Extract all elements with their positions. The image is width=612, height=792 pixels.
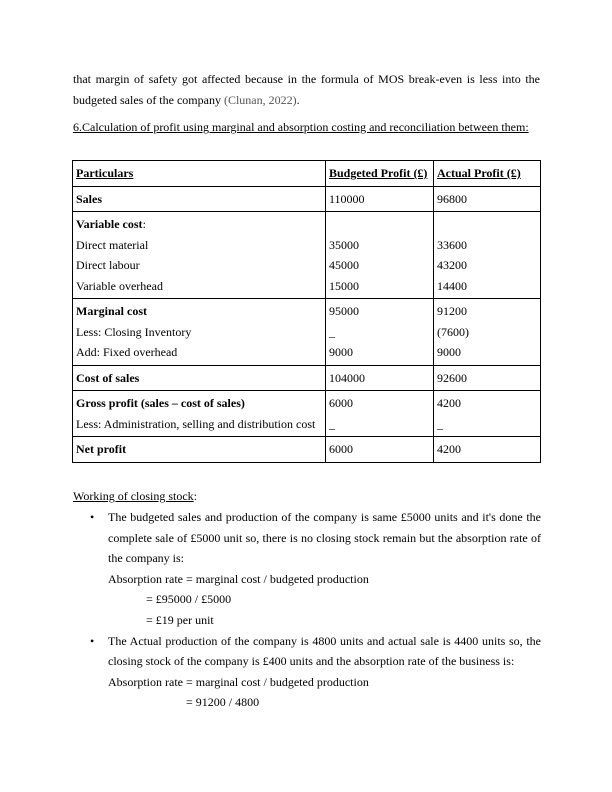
value: 45000 <box>329 258 359 272</box>
header-actual: Actual Profit (£) <box>434 161 541 187</box>
intro-line-1: that margin of safety got affected because in the formula of MOS break-even is less into the <box>73 72 540 86</box>
calculation: = 91200 / 4800 <box>186 695 260 710</box>
table-header-row <box>73 161 541 187</box>
calculation: = £19 per unit <box>146 612 214 627</box>
value: 33600 <box>437 237 467 252</box>
cell-budgeted: 6000 <box>326 437 434 463</box>
list-item <box>73 507 541 631</box>
cell-label: Sales <box>73 186 326 212</box>
value: 4200 <box>437 396 461 410</box>
section-heading: 6.Calculation of profit using marginal and absorption costing and reconciliation between them: <box>73 120 529 134</box>
value: 43200 <box>437 258 467 272</box>
header-budgeted: Budgeted Profit (£) <box>326 161 434 187</box>
calculation: = £95000 / £5000 <box>146 592 232 607</box>
cell-actual <box>434 212 541 299</box>
intro-text: budgeted sales of the company <box>73 93 224 107</box>
table-row-gross <box>73 391 541 437</box>
working-heading <box>73 486 540 507</box>
working-list <box>73 507 541 713</box>
cell-budgeted: 104000 <box>326 365 434 391</box>
list-item <box>73 631 541 713</box>
working-heading-colon: : <box>193 489 198 503</box>
value: 15000 <box>329 278 359 293</box>
cell-label: Net profit <box>73 437 326 463</box>
cell-label <box>73 299 326 366</box>
row-label: Less: Closing Inventory <box>76 324 192 339</box>
cell-budgeted <box>326 212 434 299</box>
value: 95000 <box>329 304 359 318</box>
table-row-net <box>73 437 541 463</box>
table-row-variable <box>73 212 541 299</box>
bullet-text: complete sale of £5000 unit so, there is no closing stock remain but the absorption rate of <box>108 530 541 545</box>
bullet-icon: • <box>90 510 95 524</box>
cell-actual: 4200 <box>434 437 541 463</box>
citation: (Clunan, 2022) <box>223 93 297 107</box>
value: 6000 <box>329 396 353 410</box>
value: _ <box>437 416 443 431</box>
gross-profit-label: Gross profit (sales – cost of sales) <box>76 396 245 410</box>
table-row-cost-of-sales <box>73 365 541 391</box>
header-particulars: Particulars <box>73 161 326 187</box>
row-label: Less: Administration, selling and distribution cost <box>76 416 316 431</box>
value: 91200 <box>437 304 467 318</box>
bullet-icon: • <box>90 633 95 648</box>
bullet-text: The budgeted sales and production of the company is same £5000 units and it's done the <box>108 510 541 524</box>
intro-end: . <box>296 93 300 107</box>
row-label: Direct labour <box>76 258 140 272</box>
value: _ <box>329 416 335 431</box>
cell-label <box>73 391 326 437</box>
profit-table <box>72 160 541 463</box>
formula: Absorption rate = marginal cost / budgeted production <box>108 674 369 689</box>
value: (7600) <box>437 324 469 339</box>
bullet-text: closing stock of the company is £400 units and the absorption rate of the business is: <box>108 654 515 669</box>
cell-budgeted: 110000 <box>326 186 434 212</box>
row-label: Variable overhead <box>76 278 163 293</box>
cell-budgeted <box>326 391 434 437</box>
row-label: Add: Fixed overhead <box>76 345 178 359</box>
cell-actual <box>434 299 541 366</box>
bullet-text: The Actual production of the company is 4800 units and actual sale is 4400 units so, the <box>108 633 541 648</box>
cell-actual: 92600 <box>434 365 541 391</box>
cell-budgeted <box>326 299 434 366</box>
value: 9000 <box>329 345 353 359</box>
table-row-sales <box>73 186 541 212</box>
working-heading-text: Working of closing stock <box>73 489 194 503</box>
formula: Absorption rate = marginal cost / budgeted production <box>108 571 369 586</box>
value: 14400 <box>437 278 467 293</box>
variable-cost-colon: : <box>142 217 146 231</box>
row-label: Direct material <box>76 237 149 252</box>
table-row-marginal <box>73 299 541 366</box>
cell-actual: 96800 <box>434 186 541 212</box>
value: _ <box>329 324 335 339</box>
variable-cost-label: Variable cost <box>76 217 143 231</box>
intro-line-2 <box>73 90 540 111</box>
cell-actual <box>434 391 541 437</box>
cell-label: Cost of sales <box>73 365 326 391</box>
marginal-cost-label: Marginal cost <box>76 304 147 318</box>
bullet-text: the company is: <box>108 551 184 566</box>
value: 35000 <box>329 237 359 252</box>
cell-label <box>73 212 326 299</box>
value: 9000 <box>437 345 461 359</box>
